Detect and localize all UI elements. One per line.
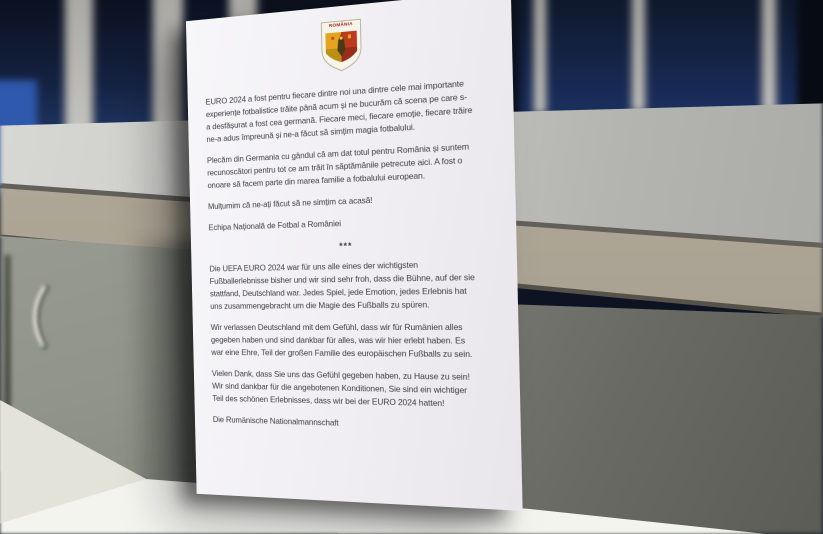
locker-divider — [152, 0, 184, 136]
locker-divider — [533, 0, 547, 114]
locker-divider — [64, 0, 94, 142]
german-paragraph-3: Vielen Dank, dass Sie uns das Gefühl gegeben haben, zu Hause zu sein! Wir sind dankbar für die angebotenen Konditionen, Sie sind ein wichtiger Teil des schönen Erlebnisses, dass wir bei der EURO 2024 hatten! — [211, 368, 470, 409]
romanian-paragraph-1: EURO 2024 a fost pentru fiecare dintre noi una dintre cele mai importante experiențe fotbalistice trăite până acum și ne bucurăm că scena pe care s- a desfășurat a fost cea germană. Fiecare meci, fiecare emoție, fiecare trăire ne-a adus împreună și ne-a făcut să simțim magia fotbalului. — [205, 78, 473, 145]
locker-divider — [631, 0, 646, 112]
letter-content — [204, 6, 499, 434]
paper-cast-shadow — [130, 240, 200, 490]
german-paragraph-2: Wir verlassen Deutschland mit dem Gefühl, dass wir für Rumänien alles gegeben haben und sind dankbar für alles, was wir hier erlebt haben. Es war eine Ehre, Teil der großen Familie des europäischen Fußballs zu sein. — [210, 321, 473, 360]
romanian-paragraph-2: Plecăm din Germania cu gândul că am dat totul pentru România și suntem recunoscători pentru tot ce am trăit în săptămânile petrecute aici. A fost o onoare să facem parte din marea familie a fotbalului european. — [206, 141, 470, 191]
frf-crest-icon — [319, 18, 363, 74]
letter-paper — [186, 0, 523, 511]
locker-divider — [761, 0, 777, 112]
romanian-signature: Echipa Națională de Fotbal a României — [208, 218, 342, 233]
romanian-paragraph-3: Mulțumim că ne-ați făcut să ne simțim ca acasă! — [207, 194, 373, 212]
german-signature: Die Rumänische Nationalmannschaft — [212, 414, 339, 428]
section-separator: *** — [339, 240, 353, 252]
door-handle-icon — [24, 284, 58, 352]
german-paragraph-1: Die UEFA EURO 2024 war für uns alle eines der wichtigsten Fußballerlebnisse bisher und wir sind sehr froh, dass die Bühne, auf der sie stattfand, Deutschland war. Jedes Spiel, jede Emotion, jedes Erlebnis hat uns zusammengebracht um die Magie des Fußballs zu spüren. — [209, 259, 475, 311]
crest-label: ROMÂNIA — [328, 21, 353, 30]
